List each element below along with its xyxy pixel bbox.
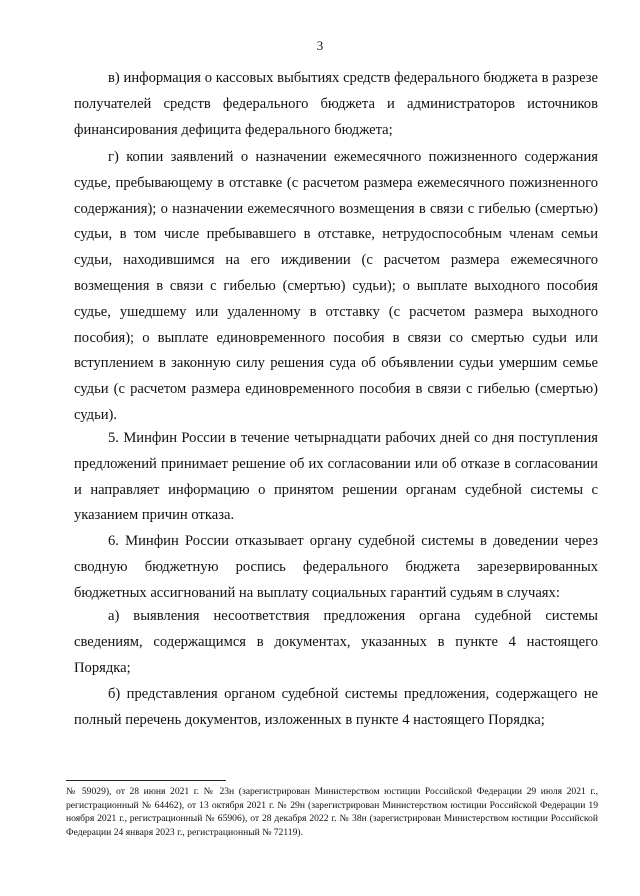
paragraph-item-6: 6. Минфин России отказывает органу судебной системы в доведении через сводную бюджетную роспись федерального бюджета зарезервированных бюджетных ассигнований на выплату социальных гарантий судьям в случаях: bbox=[74, 533, 598, 601]
footnote: № 59029), от 28 июня 2021 г. № 23н (зарегистрирован Министерством юстиции Российской Федерации 29 июля 2021 г., регистрационный № 64462), от 13 октября 2021 г. № 29н (зарегистрирован Министерством юстиции Российской Федерации 19 ноября 2021 г., регистрационный № 65906), от 28 декабря 2022 г. № 38н (зарегистрирован Министерством юстиции Российской Федерации 24 января 2023 г., регистрационный № 72119). bbox=[66, 786, 598, 838]
paragraph-g: г) копии заявлений о назначении ежемесячного пожизненного содержания судье, пребывающему в отставке (с расчетом размера ежемесячного пожизненного содержания); о назначении ежемесячного возмещения в связи с гибелью (смертью) судьи, в том числе пребывавшего в отставке, нетрудоспособным членам семьи судьи, находившимся на его иждивении (с расчетом размера ежемесячного возмещения в связи с гибелью (смертью) судьи); о выплате выходного пособия судье, ушедшему или удаленному в отставку (с расчетом размера выходного пособия); о выплате единовременного пособия в связи со смертью судьи или вступлением в законную силу решения суда об объявлении судьи умершим семье судьи (с расчетом размера единовременного пособия в связи с гибелью (смертью) судьи). bbox=[74, 149, 598, 423]
paragraph-b: б) представления органом судебной системы предложения, содержащего не полный перечень документов, изложенных в пункте 4 настоящего Порядка; bbox=[74, 686, 598, 728]
paragraph-v: в) информация о кассовых выбытиях средств федерального бюджета в разрезе получателей средств федерального бюджета и администраторов источников финансирования дефицита федерального бюджета; bbox=[74, 70, 598, 138]
footnote-divider bbox=[66, 780, 226, 781]
page-number: 3 bbox=[316, 38, 324, 53]
paragraph-a: а) выявления несоответствия предложения органа судебной системы сведениям, содержащимся в документах, указанных в пункте 4 настоящего Порядка; bbox=[74, 608, 598, 676]
paragraph-item-5: 5. Минфин России в течение четырнадцати рабочих дней со дня поступления предложений принимает решение об их согласовании или об отказе в согласовании и направляет информацию о принятом решении органам судебной системы с указанием причин отказа. bbox=[74, 430, 598, 524]
